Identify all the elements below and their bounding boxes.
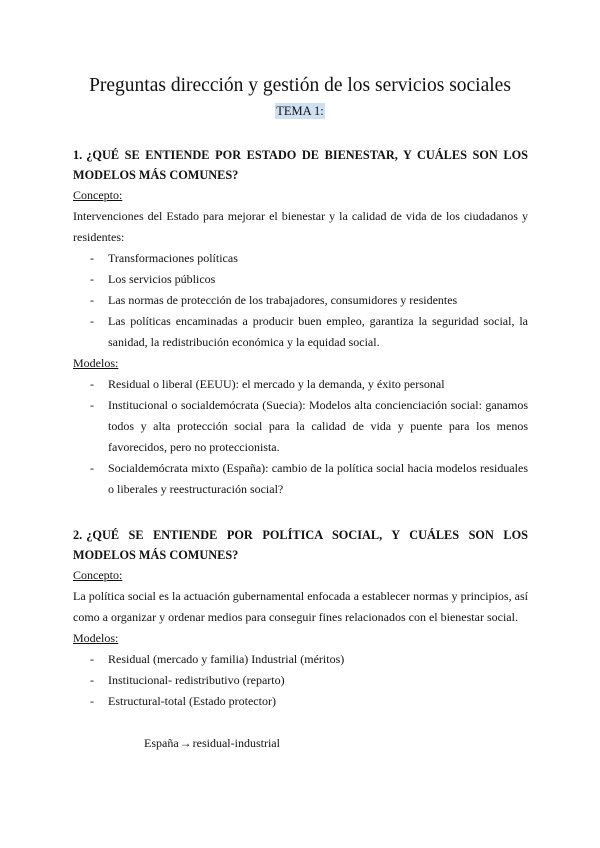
dash-bullet: - xyxy=(90,673,94,687)
list-item-text: Transformaciones políticas xyxy=(108,251,238,265)
section-2-concept-label: Concepto: xyxy=(73,568,123,582)
section-1-models-list xyxy=(73,374,528,500)
dash-bullet: - xyxy=(90,398,94,412)
section-1-number: 1. xyxy=(73,148,83,162)
list-item-text: Socialdemócrata mixto (España): cambio de la política social hacia modelos residuales o liberales y reestructuración social? xyxy=(108,461,528,496)
dash-bullet: - xyxy=(90,652,94,666)
document-body xyxy=(73,145,528,754)
section-2-models-list xyxy=(73,649,528,712)
dash-bullet: - xyxy=(90,694,94,708)
spain-model-value: residual-industrial xyxy=(192,736,280,750)
dash-bullet: - xyxy=(90,461,94,475)
document-subtitle: TEMA 1: xyxy=(276,104,324,118)
section-1-models-label: Modelos: xyxy=(73,356,119,370)
subtitle-wrap xyxy=(0,102,600,120)
section-2-number: 2. xyxy=(73,528,83,542)
section-2-models-label: Modelos: xyxy=(73,631,119,645)
list-item xyxy=(73,649,528,670)
section-1-concept-label: Concepto: xyxy=(73,188,123,202)
list-item-text: Los servicios públicos xyxy=(108,272,216,286)
list-item xyxy=(73,691,528,712)
spain-model-line xyxy=(73,733,528,754)
dash-bullet: - xyxy=(90,314,94,328)
section-2 xyxy=(73,525,528,754)
section-2-heading-text: ¿QUÉ SE ENTIENDE POR POLÍTICA SOCIAL, Y CUÁLES SON LOS MODELOS MÁS COMUNES? xyxy=(73,528,528,562)
list-item-text: Institucional o socialdemócrata (Suecia): Modelos alta concienciación social: ganamos todos y alta protección social para la calidad de vida y puente para los menos favorecidos, pero no proteccionista. xyxy=(108,398,528,454)
list-item-text: Institucional- redistributivo (reparto) xyxy=(108,673,285,687)
dash-bullet: - xyxy=(90,251,94,265)
list-item xyxy=(73,395,528,458)
section-2-concept-text: La política social es la actuación gubernamental enfocada a establecer normas y principios, así como a organizar y ordenar medios para conseguir fines relacionados con el bienestar social. xyxy=(73,589,528,624)
list-item-text: Residual o liberal (EEUU): el mercado y la demanda, y éxito personal xyxy=(108,377,445,391)
dash-bullet: - xyxy=(90,272,94,286)
section-1-concept-text: Intervenciones del Estado para mejorar el bienestar y la calidad de vida de los ciudadanos y residentes: xyxy=(73,209,528,244)
section-1-heading xyxy=(73,145,528,185)
list-item xyxy=(73,374,528,395)
list-item xyxy=(73,269,528,290)
list-item-text: Residual (mercado y familia) Industrial (méritos) xyxy=(108,652,345,666)
dash-bullet: - xyxy=(90,293,94,307)
list-item-text: Estructural-total (Estado protector) xyxy=(108,694,276,708)
right-arrow-icon: → xyxy=(179,736,192,750)
list-item xyxy=(73,290,528,311)
list-item-text: Las normas de protección de los trabajadores, consumidores y residentes xyxy=(108,293,458,307)
section-2-heading xyxy=(73,525,528,565)
document-title: Preguntas dirección y gestión de los servicios sociales xyxy=(89,75,511,96)
list-item xyxy=(73,248,528,269)
list-item xyxy=(73,311,528,353)
section-1 xyxy=(73,145,528,500)
list-item xyxy=(73,670,528,691)
section-1-heading-text: ¿QUÉ SE ENTIENDE POR ESTADO DE BIENESTAR, Y CUÁLES SON LOS MODELOS MÁS COMUNES? xyxy=(73,148,528,182)
dash-bullet: - xyxy=(90,377,94,391)
section-1-concept-list xyxy=(73,248,528,353)
spain-label: España xyxy=(144,736,179,750)
list-item-text: Las políticas encaminadas a producir buen empleo, garantiza la seguridad social, la sanidad, la redistribución económica y la equidad social. xyxy=(108,314,528,349)
list-item xyxy=(73,458,528,500)
